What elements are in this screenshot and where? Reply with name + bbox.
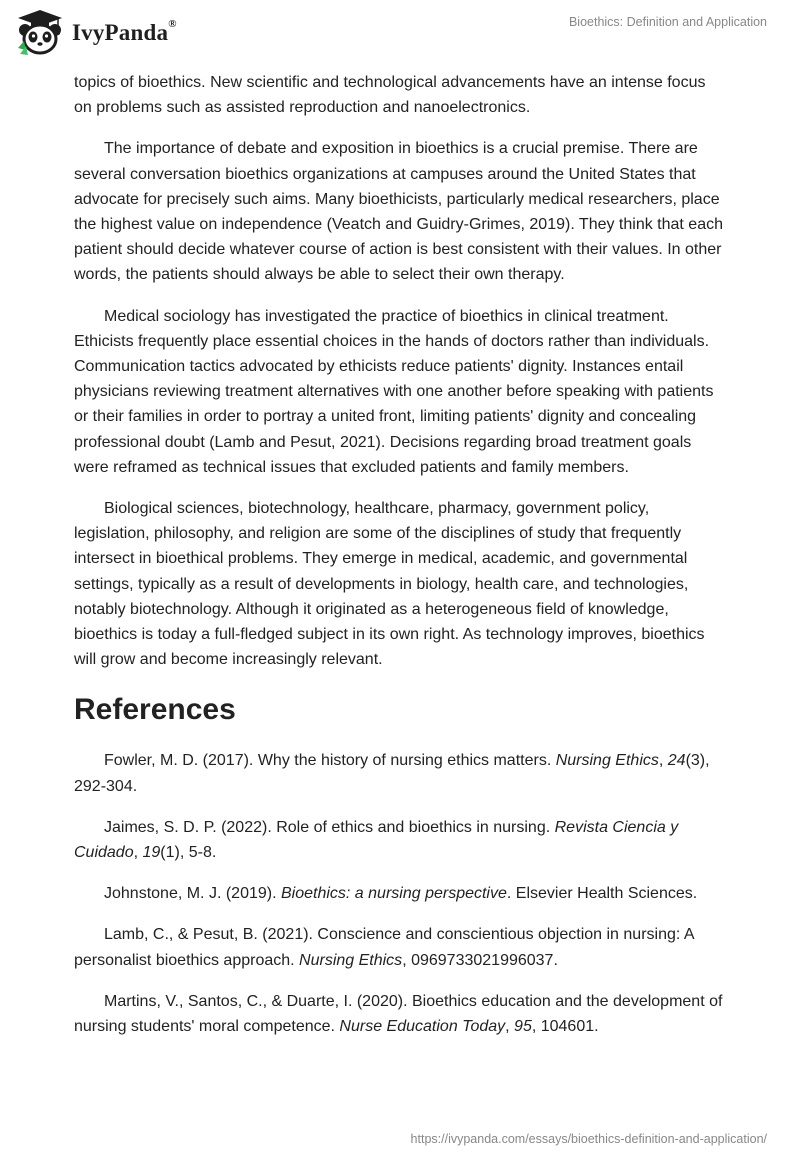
essay-content — [74, 70, 724, 1055]
reference-item: Johnstone, M. J. (2019). Bioethics: a nursing perspective. Elsevier Health Sciences. — [104, 885, 698, 903]
body-paragraph: The importance of debate and exposition in bioethics is a crucial premise. There are several conversation bioethics organizations at campuses around the United States that advocate for precisely such aims. Many bioethicists, particularly medical researchers, place the highest value on independence (Veatch and Guidry-Grimes, 2019). They think that each patient should decide whatever course of action is best consistent with their values. In other words, the patients should always be able to select their own therapy. — [74, 140, 723, 284]
reference-item: Fowler, M. D. (2017). Why the history of nursing ethics matters. Nursing Ethics, 24(3), 292-304. — [74, 752, 710, 795]
source-url[interactable]: https://ivypanda.com/essays/bioethics-definition-and-application/ — [410, 1132, 767, 1146]
references-heading: References — [74, 693, 236, 727]
body-paragraph: Biological sciences, biotechnology, healthcare, pharmacy, government policy, legislation, philosophy, and religion are some of the disciplines of study that frequently intersect in bioethical problems. They emerge in medical, academic, and governmental settings, typically as a result of developments in biology, health care, and technologies, notably biotechnology. Although it originated as a heterogeneous field of knowledge, bioethics is today a full-fledged subject in its own right. As technology improves, bioethics will grow and become increasingly relevant. — [74, 500, 705, 669]
body-paragraph: Medical sociology has investigated the practice of bioethics in clinical treatment. Ethicists frequently place essential choices in the hands of doctors rather than individuals. Communication tactics advocated by ethicists reduce patients' dignity. Instances entail physicians reviewing treatment alternatives with one another before speaking with patients or their families in order to portray a united front, limiting patients' dignity and concealing professional doubt (Lamb and Pesut, 2021). Decisions regarding broad treatment goals were reframed as technical issues that excluded patients and family members. — [74, 307, 714, 476]
document-title: Bioethics: Definition and Application — [568, 15, 767, 29]
reference-item: Martins, V., Santos, C., & Duarte, I. (2020). Bioethics education and the development of nursing students' moral competence. Nurse Education Today, 95, 104601. — [74, 992, 723, 1036]
page-header — [0, 0, 800, 72]
ivypanda-logo[interactable] — [14, 8, 177, 58]
reference-item: Jaimes, S. D. P. (2022). Role of ethics and bioethics in nursing. Revista Ciencia y Cuidado, 19(1), 5-8. — [74, 818, 679, 862]
panda-graduate-icon — [14, 8, 66, 58]
body-paragraph: topics of bioethics. New scientific and technological advancements have an intense focus on problems such as assisted reproduction and nanoelectronics. — [74, 74, 706, 117]
reference-item: Lamb, C., & Pesut, B. (2021). Conscience and conscientious objection in nursing: A personalist bioethics approach. Nursing Ethics, 0969733021996037. — [74, 926, 694, 969]
brand-name: IvyPanda® — [72, 18, 177, 45]
